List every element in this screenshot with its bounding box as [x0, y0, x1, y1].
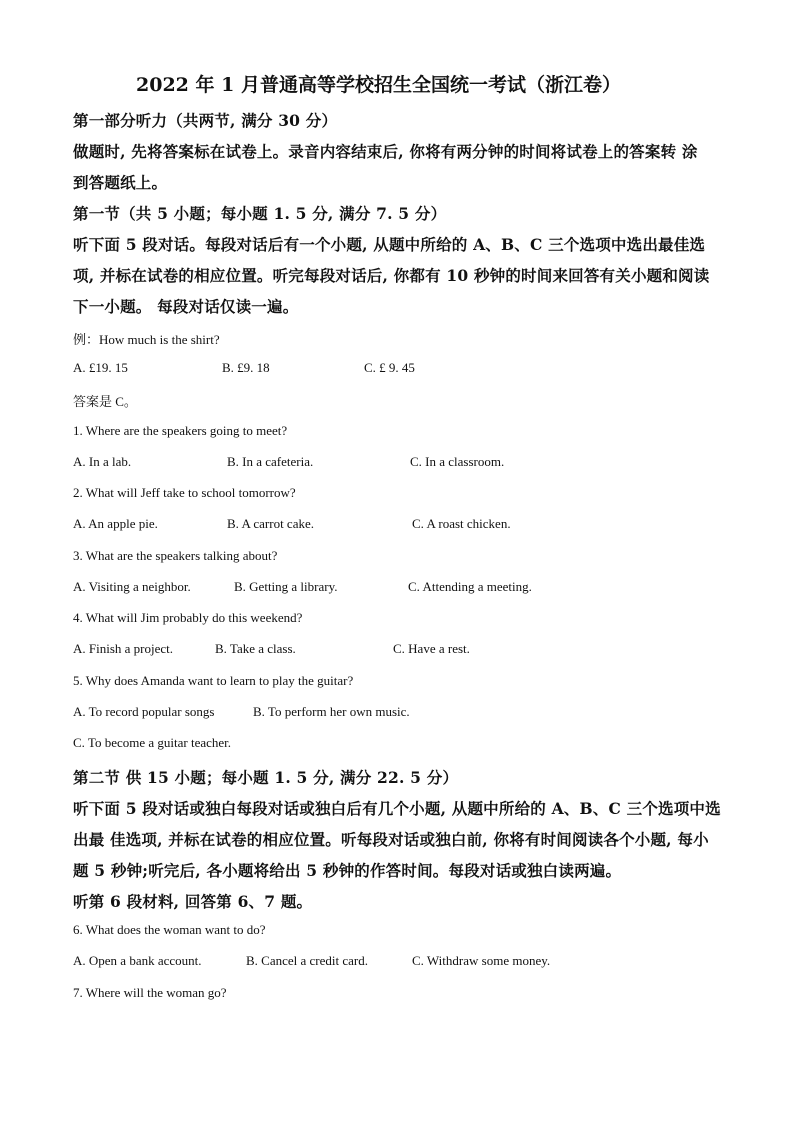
q6-option-c: C. Withdraw some money. — [412, 953, 551, 968]
q4-option-a: A. Finish a project. — [73, 641, 174, 656]
q2-option-a: A. An apple pie. — [73, 516, 158, 531]
q1-option-c: C. In a classroom. — [410, 454, 505, 469]
example-answer: 答案是 C。 — [73, 394, 137, 409]
q1-option-b: B. In a cafeteria. — [227, 454, 314, 469]
section2-line-3: 题 5 秒钟;听完后, 各小题将给出 5 秒钟的作答时间。每段对话或独白读两遍。 — [73, 861, 622, 880]
section2-line-2: 出最 佳选项, 并标在试卷的相应位置。听每段对话或独白前, 你将有时间阅读各个小题, 每小 — [73, 830, 709, 849]
example-option-a: A. £19. 15 — [73, 360, 128, 375]
section1-heading: 第一节（共 5 小题；每小题 1. 5 分, 满分 7. 5 分） — [73, 204, 447, 223]
example-question: 例：How much is the shirt? — [73, 332, 220, 347]
question-3: 3. What are the speakers talking about? — [73, 548, 278, 563]
question-6: 6. What does the woman want to do? — [73, 922, 266, 937]
section1-line-1: 听下面 5 段对话。每段对话后有一个小题, 从题中所给的 A、B、C 三个选项中选出最佳选 — [73, 235, 706, 254]
q3-option-a: A. Visiting a neighbor. — [73, 579, 191, 594]
q4-option-c: C. Have a rest. — [393, 641, 470, 656]
q2-option-c: C. A roast chicken. — [412, 516, 511, 531]
section1-line-2: 项, 并标在试卷的相应位置。听完每段对话后, 你都有 10 秒钟的时间来回答有关小题和阅读 — [73, 266, 710, 285]
question-1: 1. Where are the speakers going to meet? — [73, 423, 288, 438]
question-4: 4. What will Jim probably do this weekend? — [73, 610, 303, 625]
instructions-line-1: 做题时, 先将答案标在试卷上。录音内容结束后, 你将有两分钟的时间将试卷上的答案转 涂 — [73, 142, 698, 161]
q6-option-b: B. Cancel a credit card. — [246, 953, 368, 968]
q3-option-b: B. Getting a library. — [234, 579, 338, 594]
section2-line-1: 听下面 5 段对话或独白每段对话或独白后有几个小题, 从题中所给的 A、B、C 三个选项中选 — [73, 799, 721, 818]
material-6-heading: 听第 6 段材料, 回答第 6、7 题。 — [73, 892, 313, 911]
question-2: 2. What will Jeff take to school tomorrow? — [73, 485, 296, 500]
section2-heading: 第二节 供 15 小题；每小题 1. 5 分, 满分 22. 5 分） — [73, 768, 459, 787]
q5-option-b: B. To perform her own music. — [253, 704, 410, 719]
instructions-line-2: 到答题纸上。 — [73, 173, 168, 192]
q4-option-b: B. Take a class. — [215, 641, 296, 656]
q6-option-a: A. Open a bank account. — [73, 953, 202, 968]
question-7: 7. Where will the woman go? — [73, 985, 227, 1000]
example-option-b: B. £9. 18 — [222, 360, 270, 375]
q3-option-c: C. Attending a meeting. — [408, 579, 532, 594]
q5-option-a: A. To record popular songs — [73, 704, 215, 719]
q2-option-b: B. A carrot cake. — [227, 516, 314, 531]
part1-heading: 第一部分听力（共两节, 满分 30 分） — [73, 111, 338, 130]
section1-line-3: 下一小题。 每段对话仅读一遍。 — [73, 297, 299, 316]
q1-option-a: A. In a lab. — [73, 454, 132, 469]
exam-title: 2022 年 1 月普通高等学校招生全国统一考试（浙江卷） — [136, 74, 621, 96]
question-5: 5. Why does Amanda want to learn to play the guitar? — [73, 673, 354, 688]
q5-option-c: C. To become a guitar teacher. — [73, 735, 232, 750]
example-option-c: C. £ 9. 45 — [364, 360, 415, 375]
